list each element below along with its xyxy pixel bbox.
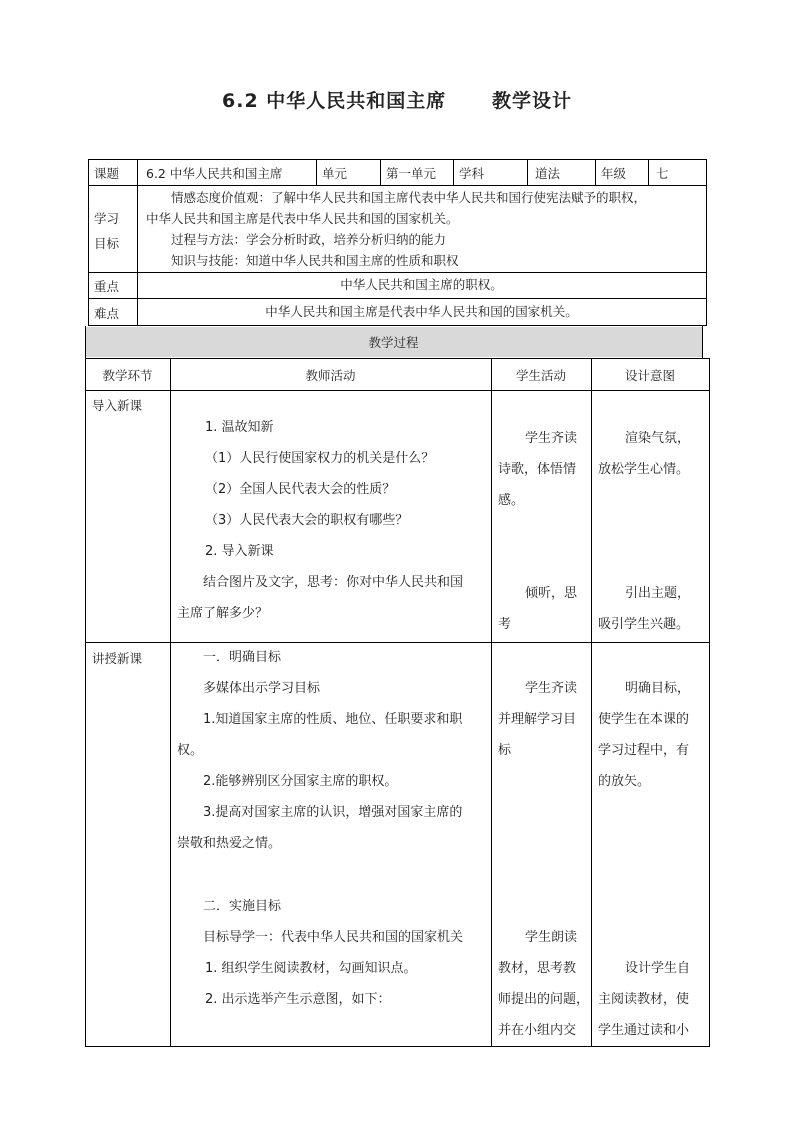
teacher-line: 主席了解多少？: [177, 606, 269, 621]
process-heading: 教学过程: [368, 335, 419, 350]
objective-line: 过程与方法：学会分析时政，培养分析归纳的能力: [171, 232, 447, 247]
grade-label: 年级: [601, 166, 627, 181]
teacher-line: 目标导学一：代表中华人民共和国的国家机关: [203, 930, 464, 945]
objectives-label-line2: 目标: [94, 236, 120, 251]
student-line: 标: [498, 743, 512, 758]
intent-line: 放松学生心情。: [598, 462, 690, 477]
key-point-label: 重点: [94, 279, 120, 294]
intent-line: 引出主题，: [625, 586, 691, 601]
student-line: 学生齐读: [525, 431, 578, 446]
teacher-line: （3）人民代表大会的职权有哪些？: [205, 513, 409, 528]
intent-line: 明确目标，: [625, 681, 691, 696]
student-line: 学生朗读: [525, 930, 578, 945]
intent-line: 学生通过读和小: [598, 1023, 690, 1038]
teacher-line: 2. 导入新课: [205, 544, 274, 559]
teacher-line: （2）全国人民代表大会的性质？: [205, 482, 396, 497]
stage-intro: 导入新课: [92, 398, 143, 413]
student-line: 师提出的问题，: [498, 992, 590, 1007]
subject-label: 学科: [459, 166, 485, 181]
teacher-line: 2.能够辨别区分国家主席的职权。: [203, 774, 398, 789]
header-student-activity: 学生活动: [515, 368, 566, 383]
subject-value: 道法: [535, 166, 561, 181]
header-design-intent: 设计意图: [624, 368, 675, 383]
key-point-text: 中华人民共和国主席的职权。: [340, 277, 503, 292]
objective-line: 情感态度价值观：了解中华人民共和国主席代表中华人民共和国行使宪法赋予的职权，: [171, 190, 647, 205]
teacher-line: 2. 出示选举产生示意图，如下：: [205, 992, 391, 1007]
teacher-line: 崇敬和热爱之情。: [177, 836, 282, 851]
intent-line: 学习过程中，有: [598, 743, 690, 758]
unit-label: 单元: [322, 166, 348, 181]
student-line: 考: [498, 617, 512, 632]
teacher-line: （1）人民行使国家权力的机关是什么？: [205, 451, 435, 466]
difficulty-label: 难点: [94, 306, 120, 321]
intent-line: 吸引学生兴趣。: [598, 617, 690, 632]
objectives-label-line1: 学习: [94, 211, 120, 226]
intent-line: 渲染气氛，: [625, 431, 691, 446]
student-line: 教材，思考教: [498, 961, 577, 976]
topic-label: 课题: [94, 166, 120, 181]
teacher-line: 3.提高对国家主席的认识，增强对国家主席的: [203, 805, 463, 820]
teacher-line: 权。: [177, 743, 204, 758]
intent-line: 主阅读教材，使: [598, 992, 690, 1007]
student-line: 并在小组内交: [498, 1023, 577, 1038]
stage-lecture: 讲授新课: [92, 651, 143, 666]
teacher-line: 结合图片及文字，思考：你对中华人民共和国: [203, 575, 464, 590]
document-title: 6.2 中华人民共和国主席 教学设计: [222, 90, 572, 112]
difficulty-text: 中华人民共和国主席是代表中华人民共和国的国家机关。: [265, 304, 578, 319]
intent-line: 设计学生自: [625, 961, 691, 976]
student-line: 倾听，思: [525, 586, 578, 601]
teacher-line: 多媒体出示学习目标: [203, 681, 321, 696]
header-teacher-activity: 教师活动: [305, 368, 356, 383]
teacher-line: 一．明确目标: [203, 650, 282, 665]
student-line: 感。: [498, 493, 525, 508]
topic-value: 6.2 中华人民共和国主席: [146, 166, 283, 181]
teacher-line: 1. 组织学生阅读教材，勾画知识点。: [205, 961, 417, 976]
intent-line: 使学生在本课的: [598, 712, 690, 727]
student-line: 学生齐读: [525, 681, 578, 696]
student-line: 诗歌，体悟情: [498, 462, 577, 477]
objective-line: 知识与技能：知道中华人民共和国主席的性质和职权: [171, 253, 459, 268]
student-line: 并理解学习目: [498, 712, 577, 727]
teacher-line: 二．实施目标: [203, 899, 282, 914]
teacher-line: 1.知道国家主席的性质、地位、任职要求和职: [203, 712, 463, 727]
teacher-line: 1. 温故知新: [205, 420, 274, 435]
header-stage: 教学环节: [102, 368, 153, 383]
objective-line: 中华人民共和国主席是代表中华人民共和国的国家机关。: [146, 211, 459, 226]
unit-value: 第一单元: [386, 166, 437, 181]
intent-line: 的放矢。: [598, 774, 651, 789]
grade-value: 七: [656, 166, 669, 181]
